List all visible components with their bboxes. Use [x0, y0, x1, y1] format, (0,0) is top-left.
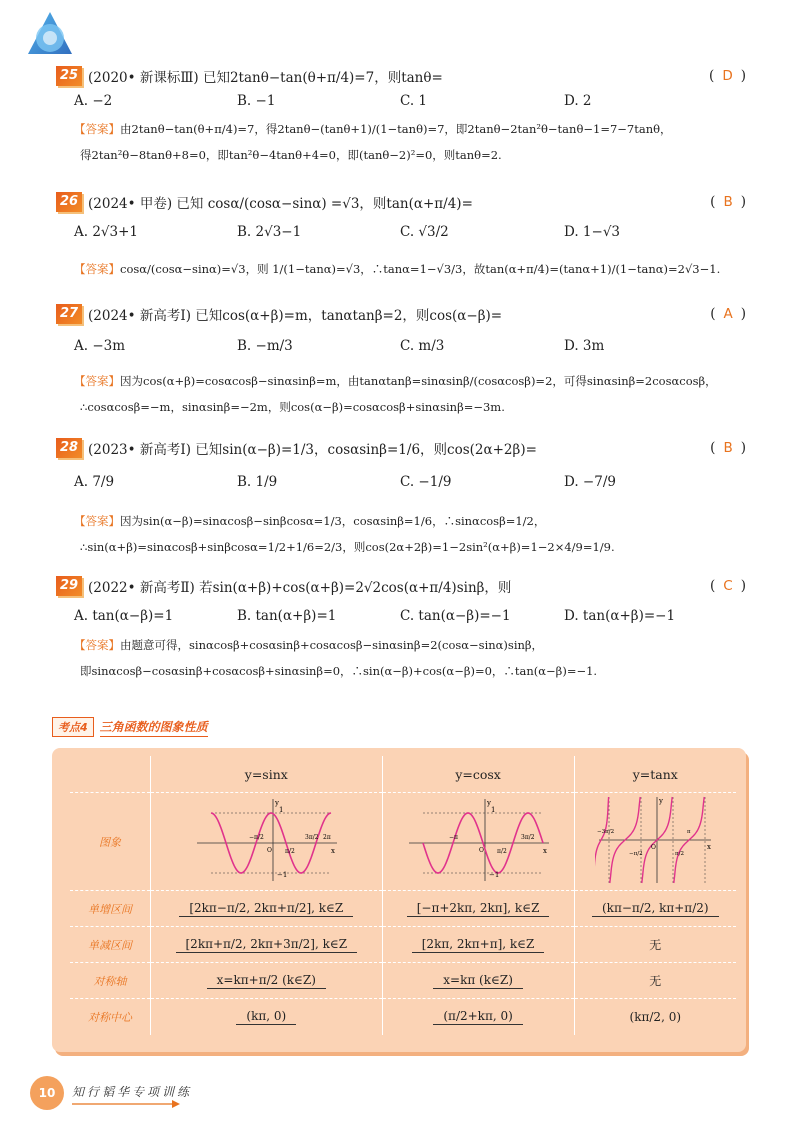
option-a: A. 7/9	[74, 474, 115, 490]
answer-bracket: ( A )	[710, 306, 746, 322]
option-a: A. 2√3+1	[74, 224, 139, 240]
solution-line: ∴cosαcosβ=−m，sinαsinβ=−2m，则cos(α−β)=cosαcosβ+sinαsinβ=−3m.	[80, 400, 505, 414]
table-cell: 无	[649, 974, 662, 988]
graph-label: x	[543, 847, 548, 855]
solution-line: cosα/(cosα−sinα)=√3，则 1/(1−tanα)=√3，∴tanα=1−√3/3，故tan(α+π/4)=(tanα+1)/(1−tanα)=2√3−1.	[120, 262, 721, 276]
question-26	[56, 188, 746, 282]
options	[74, 90, 746, 116]
row-label: 单减区间	[70, 927, 151, 963]
cos-graph	[382, 793, 574, 891]
options	[74, 600, 746, 632]
question-number: 28	[56, 438, 82, 458]
options	[74, 328, 746, 364]
question-27	[56, 300, 746, 420]
graph-label: π/2	[675, 851, 685, 857]
question-number: 27	[56, 304, 82, 324]
row-label: 对称轴	[70, 963, 151, 999]
graph-label: −π	[449, 834, 459, 841]
option-b: B. 2√3−1	[237, 224, 302, 240]
graph-label: O	[267, 847, 273, 854]
question-number: 29	[56, 576, 82, 596]
graph-label: −π/2	[629, 851, 643, 857]
table-cell: 无	[649, 938, 662, 952]
graph-label: π/2	[497, 848, 507, 855]
footer-arrow-icon	[72, 1100, 182, 1108]
options	[74, 216, 746, 250]
answer-letter: B	[723, 440, 733, 456]
graph-label: 2π	[323, 834, 332, 841]
table-cell: [2kπ, 2kπ+π], k∈Z	[412, 937, 545, 953]
answer-bracket: ( C )	[710, 578, 746, 594]
table-cell: (kπ−π/2, kπ+π/2)	[592, 901, 719, 917]
answer-bracket: ( D )	[709, 68, 746, 84]
solution	[74, 368, 746, 420]
solution-line: 因为sin(α−β)=sinαcosβ−sinβcosα=1/3，cosαsinβ=1/6，∴sinαcosβ=1/2，	[120, 514, 546, 528]
graph-label: −1	[277, 871, 288, 879]
option-c: C. m/3	[400, 338, 445, 354]
table-cell: (π/2+kπ, 0)	[433, 1009, 522, 1025]
table-row	[70, 999, 736, 1035]
option-d: D. 1−√3	[564, 224, 621, 240]
solution-tag: 【答案】	[74, 122, 120, 136]
graph-label: 3π/2	[305, 834, 319, 841]
option-b: B. −m/3	[237, 338, 293, 354]
option-c: C. tan(α−β)=−1	[400, 608, 511, 624]
graph-label: 1	[279, 806, 284, 814]
option-d: D. −7/9	[564, 474, 616, 490]
question-stem: (2023• 新高考Ⅰ) 已知sin(α−β)=1/3，cosαsinβ=1/6，则cos(2α+2β)=	[88, 442, 537, 458]
option-b: B. 1/9	[237, 474, 278, 490]
solution-line: 因为cos(α+β)=cosαcosβ−sinαsinβ=m，由tanαtanβ=sinαsinβ/(cosαcosβ)=2，可得sinαsinβ=2cosαcosβ，	[120, 374, 717, 388]
table-row	[70, 793, 736, 891]
table-row	[70, 963, 736, 999]
graph-label: y	[275, 799, 280, 807]
section-heading	[52, 717, 208, 737]
sin-graph-figure	[191, 795, 341, 885]
graph-label: O	[651, 844, 657, 851]
solution	[74, 256, 746, 282]
table-cell: [−π+2kπ, 2kπ], k∈Z	[407, 901, 550, 917]
solution	[74, 116, 746, 168]
option-d: D. tan(α+β)=−1	[564, 608, 676, 624]
graph-label: −3π/2	[597, 829, 615, 835]
question-stem: (2020• 新课标Ⅲ) 已知2tanθ−tan(θ+π/4)=7，则tanθ=	[88, 70, 443, 86]
solution-line: 即sinαcosβ−cosαsinβ+cosαcosβ+sinαsinβ=0，∴sin(α−β)+cos(α−β)=0，∴tan(α−β)=−1.	[80, 664, 598, 678]
footer-text: 知行韬华专项训练	[72, 1085, 193, 1099]
table-row	[70, 891, 736, 927]
option-c: C. −1/9	[400, 474, 452, 490]
solution-line: 由2tanθ−tan(θ+π/4)=7，得2tanθ−(tanθ+1)/(1−tanθ)=7，即2tanθ−2tan²θ−tanθ−1=7−7tanθ，	[120, 122, 672, 136]
answer-bracket: ( B )	[710, 440, 746, 456]
answer-letter: A	[723, 306, 733, 322]
table-row	[70, 927, 736, 963]
graph-label: y	[659, 797, 664, 805]
section-title: 三角函数的图象性质	[100, 718, 208, 737]
question-25	[56, 62, 746, 168]
graph-label: y	[487, 799, 492, 807]
table-cell: [2kπ+π/2, 2kπ+3π/2], k∈Z	[176, 937, 358, 953]
graph-label: O	[479, 847, 484, 854]
graph-label: −1	[489, 871, 500, 879]
page-number: 10	[30, 1076, 64, 1110]
option-a: A. tan(α−β)=1	[74, 608, 174, 624]
question-stem: (2022• 新高考Ⅱ) 若sin(α+β)+cos(α+β)=2√2cos(α+π/4)sinβ，则	[88, 580, 512, 596]
solution-tag: 【答案】	[74, 638, 120, 652]
option-b: B. −1	[237, 93, 276, 109]
table-cell: x=kπ (k∈Z)	[433, 973, 523, 989]
option-c: C. 1	[400, 93, 428, 109]
solution-tag: 【答案】	[74, 262, 120, 276]
options	[74, 462, 746, 502]
solution	[74, 632, 746, 684]
question-stem: (2024• 新高考Ⅰ) 已知cos(α+β)=m，tanαtanβ=2，则cos(α−β)=	[88, 308, 503, 324]
solution-line: ∴sin(α+β)=sinαcosβ+sinβcosα=1/2+1/6=2/3，则cos(2α+2β)=1−2sin²(α+β)=1−2×4/9=1/9.	[80, 540, 615, 554]
row-label: 对称中心	[70, 999, 151, 1035]
question-number: 25	[56, 66, 82, 86]
table-cell: x=kπ+π/2 (k∈Z)	[207, 973, 326, 989]
row-label: 图象	[70, 793, 151, 891]
solution-tag: 【答案】	[74, 374, 120, 388]
cos-graph-figure	[403, 795, 553, 885]
graph-label: π	[687, 829, 691, 835]
option-d: D. 2	[564, 93, 592, 109]
solution-line: 得2tan²θ−8tanθ+8=0，即tan²θ−4tanθ+4=0，即(tanθ−2)²=0，则tanθ=2.	[80, 148, 502, 162]
graph-label: 3π/2	[521, 834, 535, 841]
properties-panel	[52, 748, 746, 1052]
solution-tag: 【答案】	[74, 514, 120, 528]
graph-label: 1	[491, 806, 496, 814]
solution	[74, 508, 746, 560]
graph-label: x	[707, 843, 712, 851]
answer-letter: D	[722, 68, 733, 84]
table-cell: [2kπ−π/2, 2kπ+π/2], k∈Z	[179, 901, 353, 917]
row-label: 单增区间	[70, 891, 151, 927]
question-29	[56, 572, 746, 684]
graph-label: x	[331, 847, 336, 855]
option-a: A. −2	[74, 93, 113, 109]
publisher-logo-icon	[22, 8, 78, 64]
table-cell: (kπ/2, 0)	[629, 1009, 682, 1024]
sin-graph	[151, 793, 383, 891]
option-b: B. tan(α+β)=1	[237, 608, 337, 624]
tan-graph-figure	[595, 795, 715, 885]
column-header: y=sinx	[151, 756, 383, 793]
tan-graph	[574, 793, 736, 891]
graph-label: π/2	[285, 848, 296, 855]
answer-letter: C	[723, 578, 733, 594]
option-d: D. 3m	[564, 338, 605, 354]
question-28	[56, 434, 746, 560]
option-c: C. √3/2	[400, 224, 449, 240]
answer-letter: B	[723, 194, 733, 210]
column-header: y=cosx	[382, 756, 574, 793]
trig-properties-table	[70, 756, 736, 1035]
table-header-row	[70, 756, 736, 793]
column-header: y=tanx	[574, 756, 736, 793]
graph-label: −π/2	[249, 834, 265, 841]
question-number: 26	[56, 192, 82, 212]
answer-bracket: ( B )	[710, 194, 746, 210]
option-a: A. −3m	[74, 338, 126, 354]
question-stem: (2024• 甲卷) 已知 cosα/(cosα−sinα) =√3，则tan(α+π/4)=	[88, 196, 473, 212]
solution-line: 由题意可得，sinαcosβ+cosαsinβ+cosαcosβ−sinαsinβ=2(cosα−sinα)sinβ，	[120, 638, 544, 652]
table-cell: (kπ, 0)	[236, 1009, 296, 1025]
section-badge: 考点4	[52, 717, 94, 737]
